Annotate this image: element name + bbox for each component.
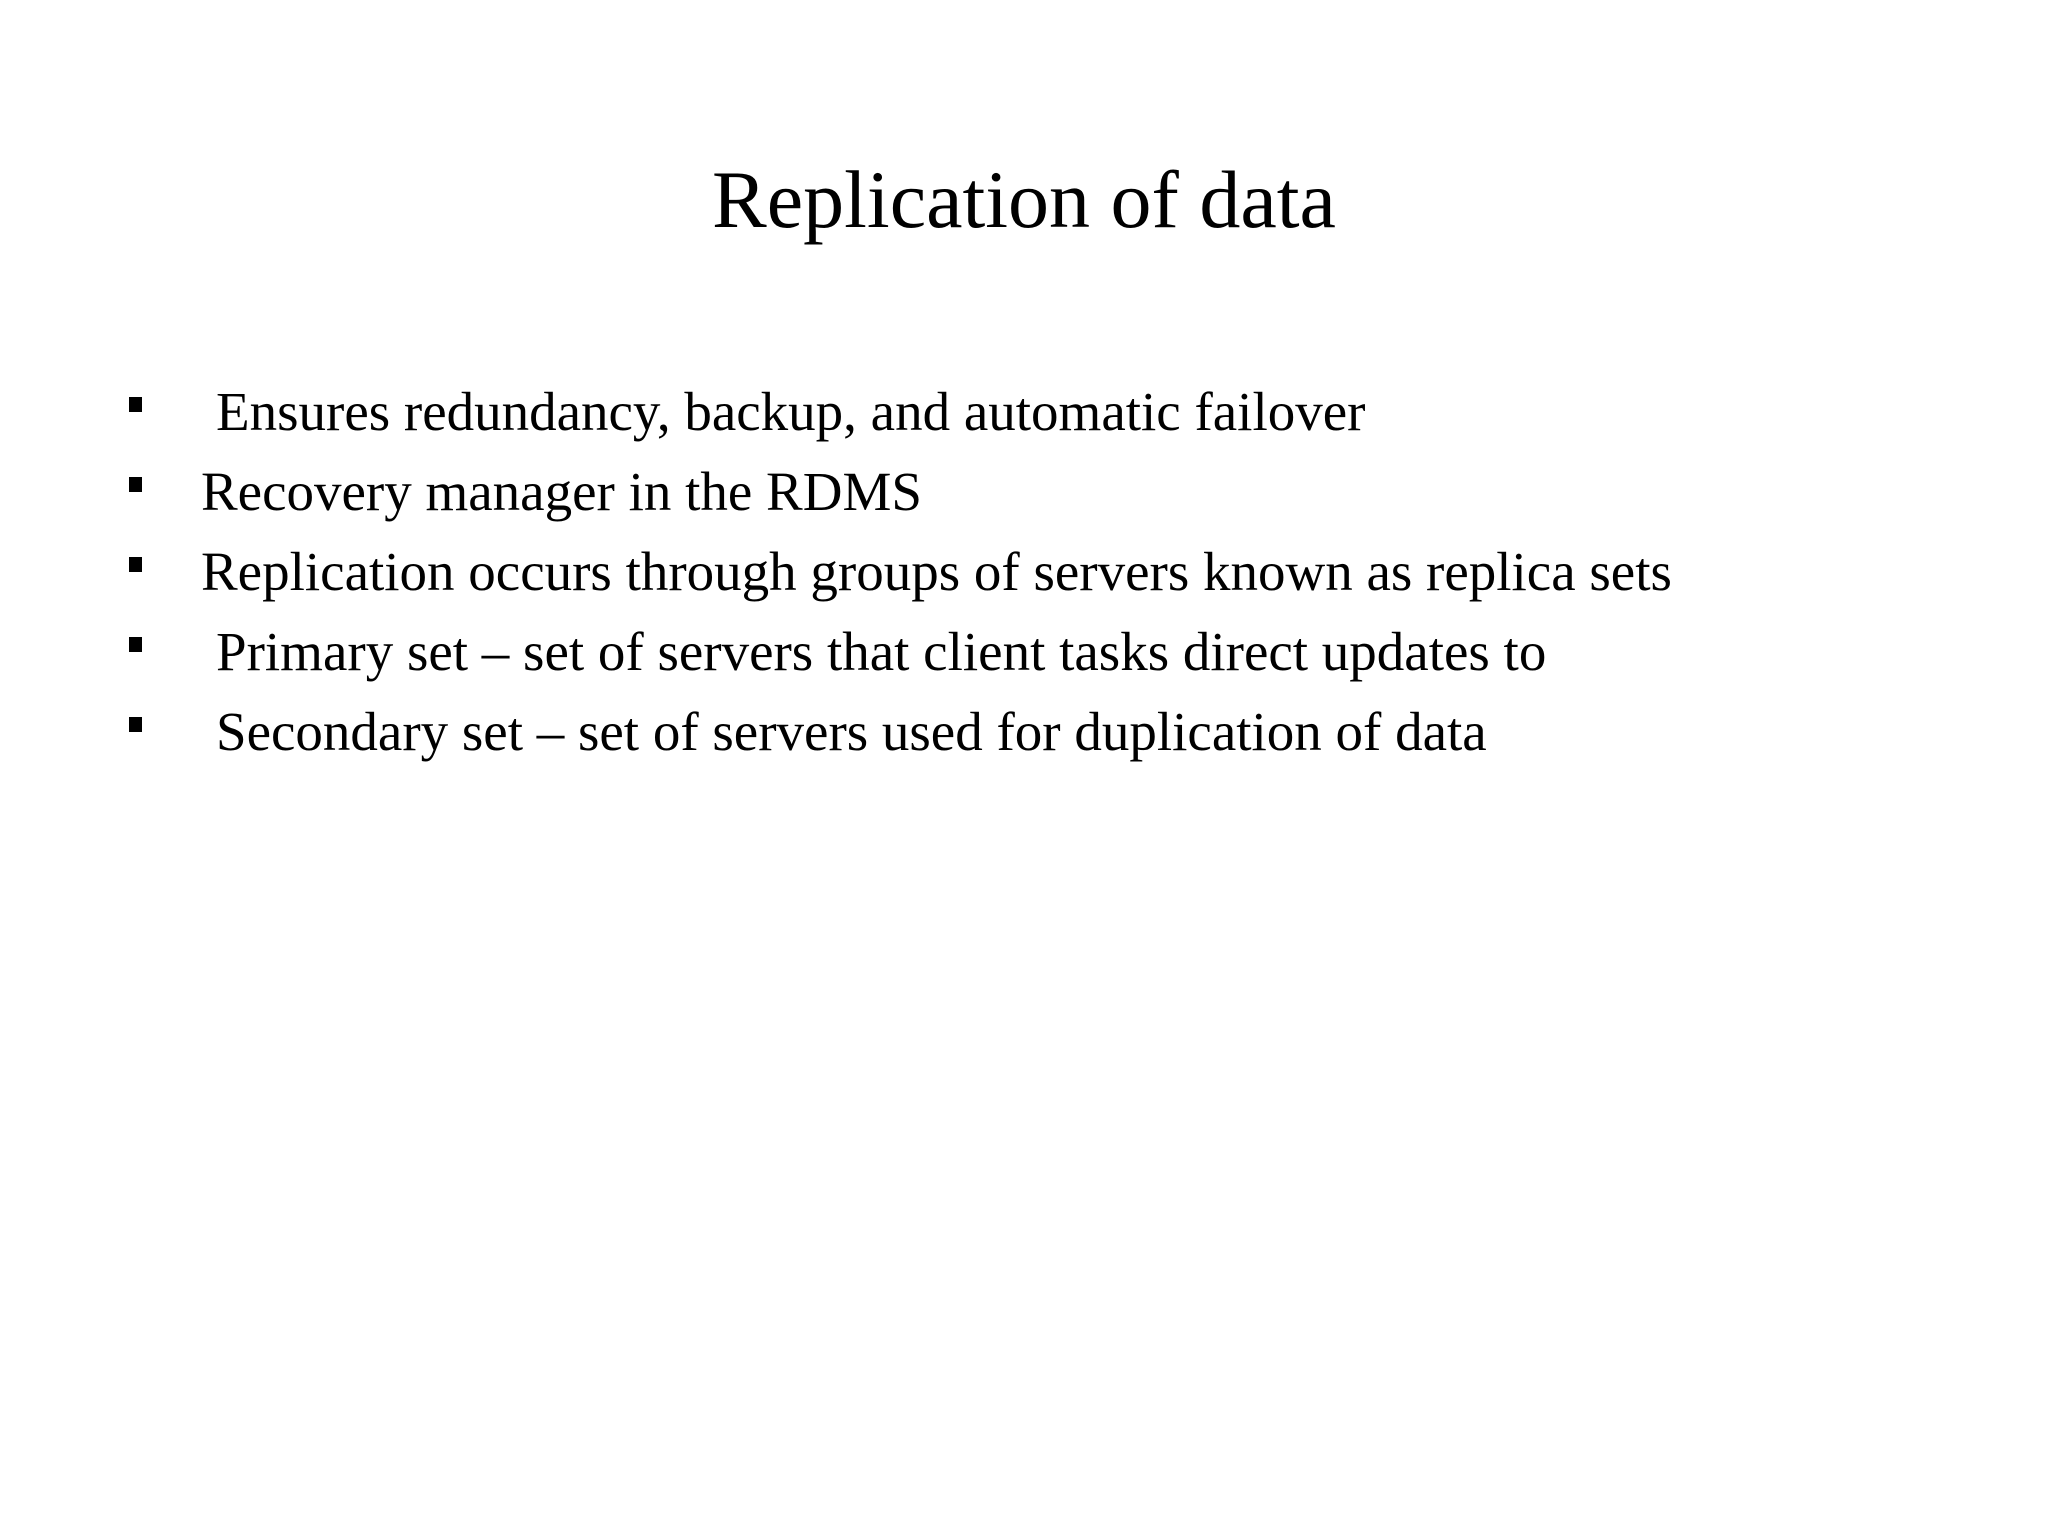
square-bullet-icon bbox=[129, 557, 142, 572]
square-bullet-icon bbox=[129, 717, 142, 732]
bullet-text: Ensures redundancy, backup, and automatic failover bbox=[216, 381, 1366, 442]
slide-title: Replication of data bbox=[712, 154, 1336, 245]
bullet-text: Secondary set – set of servers used for duplication of data bbox=[216, 701, 1487, 762]
square-bullet-icon bbox=[129, 637, 142, 652]
bullet-text: Replication occurs through groups of servers known as replica sets bbox=[201, 541, 1672, 602]
bullet-text: Primary set – set of servers that client tasks direct updates to bbox=[216, 621, 1547, 682]
bullet-text: Recovery manager in the RDMS bbox=[201, 461, 922, 522]
square-bullet-icon bbox=[129, 477, 142, 492]
square-bullet-icon bbox=[129, 397, 142, 412]
